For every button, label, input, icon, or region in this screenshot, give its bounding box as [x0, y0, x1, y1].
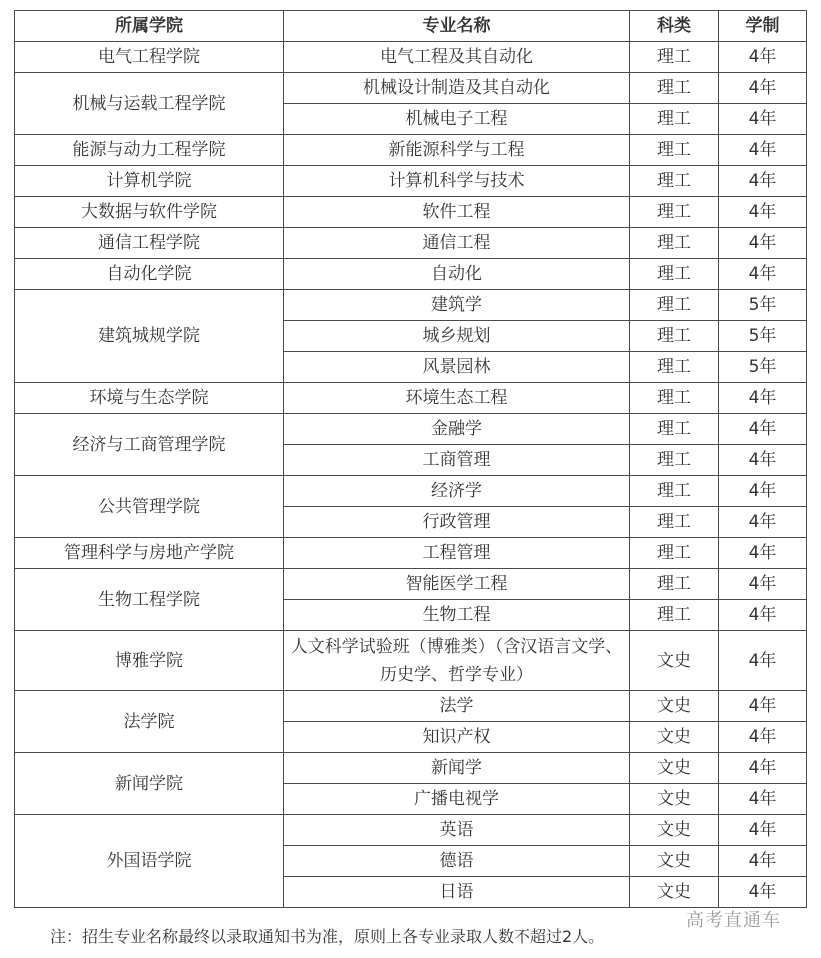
category-cell: 理工: [630, 42, 719, 73]
category-cell: 理工: [630, 383, 719, 414]
table-row: [15, 135, 807, 166]
major-cell: 机械电子工程: [284, 104, 630, 135]
category-cell: 理工: [630, 352, 719, 383]
duration-cell: 4年: [719, 631, 807, 691]
duration-cell: 4年: [719, 784, 807, 815]
duration-cell: 4年: [719, 259, 807, 290]
table-row: [15, 569, 807, 600]
duration-cell: 4年: [719, 228, 807, 259]
duration-cell: 4年: [719, 569, 807, 600]
duration-cell: 4年: [719, 166, 807, 197]
category-cell: 理工: [630, 166, 719, 197]
table-row: [15, 476, 807, 507]
major-cell: 自动化: [284, 259, 630, 290]
major-cell: 建筑学: [284, 290, 630, 321]
table-row: [15, 166, 807, 197]
category-cell: 文史: [630, 722, 719, 753]
header-major: 专业名称: [284, 11, 630, 42]
major-cell: 智能医学工程: [284, 569, 630, 600]
college-cell: 通信工程学院: [15, 228, 284, 259]
header-category: 科类: [630, 11, 719, 42]
college-cell: 法学院: [15, 691, 284, 753]
table-row: [15, 631, 807, 691]
header-college: 所属学院: [15, 11, 284, 42]
major-cell: 新闻学: [284, 753, 630, 784]
duration-cell: 4年: [719, 104, 807, 135]
table-row: [15, 259, 807, 290]
duration-cell: 4年: [719, 135, 807, 166]
duration-cell: 4年: [719, 197, 807, 228]
college-cell: 大数据与软件学院: [15, 197, 284, 228]
category-cell: 理工: [630, 228, 719, 259]
college-cell: 生物工程学院: [15, 569, 284, 631]
major-cell: 经济学: [284, 476, 630, 507]
duration-cell: 4年: [719, 73, 807, 104]
duration-cell: 4年: [719, 507, 807, 538]
category-cell: 理工: [630, 321, 719, 352]
major-cell: 工程管理: [284, 538, 630, 569]
college-cell: 能源与动力工程学院: [15, 135, 284, 166]
college-cell: 经济与工商管理学院: [15, 414, 284, 476]
major-cell: 工商管理: [284, 445, 630, 476]
duration-cell: 5年: [719, 321, 807, 352]
major-cell: 英语: [284, 815, 630, 846]
major-cell: 软件工程: [284, 197, 630, 228]
college-cell: 电气工程学院: [15, 42, 284, 73]
duration-cell: 4年: [719, 753, 807, 784]
category-cell: 理工: [630, 445, 719, 476]
duration-cell: 4年: [719, 414, 807, 445]
category-cell: 理工: [630, 569, 719, 600]
major-cell: 日语: [284, 877, 630, 908]
major-cell: 德语: [284, 846, 630, 877]
table-row: [15, 290, 807, 321]
category-cell: 理工: [630, 476, 719, 507]
watermark: 高考直通车: [686, 910, 781, 931]
duration-cell: 4年: [719, 722, 807, 753]
category-cell: 文史: [630, 691, 719, 722]
category-cell: 理工: [630, 414, 719, 445]
major-cell: 生物工程: [284, 600, 630, 631]
college-cell: 管理科学与房地产学院: [15, 538, 284, 569]
college-cell: 博雅学院: [15, 631, 284, 691]
major-cell: 知识产权: [284, 722, 630, 753]
header-row: [15, 11, 807, 42]
duration-cell: 4年: [719, 691, 807, 722]
table-row: [15, 815, 807, 846]
category-cell: 理工: [630, 73, 719, 104]
duration-cell: 5年: [719, 352, 807, 383]
category-cell: 文史: [630, 753, 719, 784]
major-cell: 行政管理: [284, 507, 630, 538]
college-cell: 自动化学院: [15, 259, 284, 290]
table-row: [15, 414, 807, 445]
category-cell: 理工: [630, 197, 719, 228]
college-cell: 公共管理学院: [15, 476, 284, 538]
college-cell: 机械与运载工程学院: [15, 73, 284, 135]
duration-cell: 4年: [719, 815, 807, 846]
major-cell: 机械设计制造及其自动化: [284, 73, 630, 104]
table-row: [15, 383, 807, 414]
major-cell: 环境生态工程: [284, 383, 630, 414]
duration-cell: 4年: [719, 877, 807, 908]
table-row: [15, 228, 807, 259]
duration-cell: 4年: [719, 445, 807, 476]
duration-cell: 4年: [719, 42, 807, 73]
major-cell: 计算机科学与技术: [284, 166, 630, 197]
category-cell: 理工: [630, 600, 719, 631]
duration-cell: 4年: [719, 846, 807, 877]
majors-table: [14, 10, 807, 908]
category-cell: 文史: [630, 631, 719, 691]
college-cell: 环境与生态学院: [15, 383, 284, 414]
table-row: [15, 691, 807, 722]
college-cell: 新闻学院: [15, 753, 284, 815]
duration-cell: 4年: [719, 600, 807, 631]
major-cell: 风景园林: [284, 352, 630, 383]
category-cell: 文史: [630, 784, 719, 815]
major-cell: 金融学: [284, 414, 630, 445]
category-cell: 理工: [630, 259, 719, 290]
major-cell: 通信工程: [284, 228, 630, 259]
footnote: 注：招生专业名称最终以录取通知书为准，原则上各专业录取人数不超过2人。: [50, 927, 605, 946]
table-row: [15, 73, 807, 104]
category-cell: 理工: [630, 104, 719, 135]
duration-cell: 4年: [719, 538, 807, 569]
major-cell: 电气工程及其自动化: [284, 42, 630, 73]
major-cell: 城乡规划: [284, 321, 630, 352]
table-row: [15, 197, 807, 228]
college-cell: 建筑城规学院: [15, 290, 284, 383]
table-row: [15, 42, 807, 73]
duration-cell: 4年: [719, 476, 807, 507]
header-duration: 学制: [719, 11, 807, 42]
category-cell: 理工: [630, 538, 719, 569]
table-row: [15, 753, 807, 784]
category-cell: 文史: [630, 846, 719, 877]
category-cell: 文史: [630, 877, 719, 908]
major-cell: 法学: [284, 691, 630, 722]
major-cell: 新能源科学与工程: [284, 135, 630, 166]
college-cell: 外国语学院: [15, 815, 284, 908]
category-cell: 理工: [630, 135, 719, 166]
category-cell: 理工: [630, 290, 719, 321]
category-cell: 文史: [630, 815, 719, 846]
table-row: [15, 538, 807, 569]
major-cell: 广播电视学: [284, 784, 630, 815]
category-cell: 理工: [630, 507, 719, 538]
major-cell: 人文科学试验班（博雅类）（含汉语言文学、历史学、哲学专业）: [284, 631, 630, 691]
duration-cell: 5年: [719, 290, 807, 321]
college-cell: 计算机学院: [15, 166, 284, 197]
duration-cell: 4年: [719, 383, 807, 414]
